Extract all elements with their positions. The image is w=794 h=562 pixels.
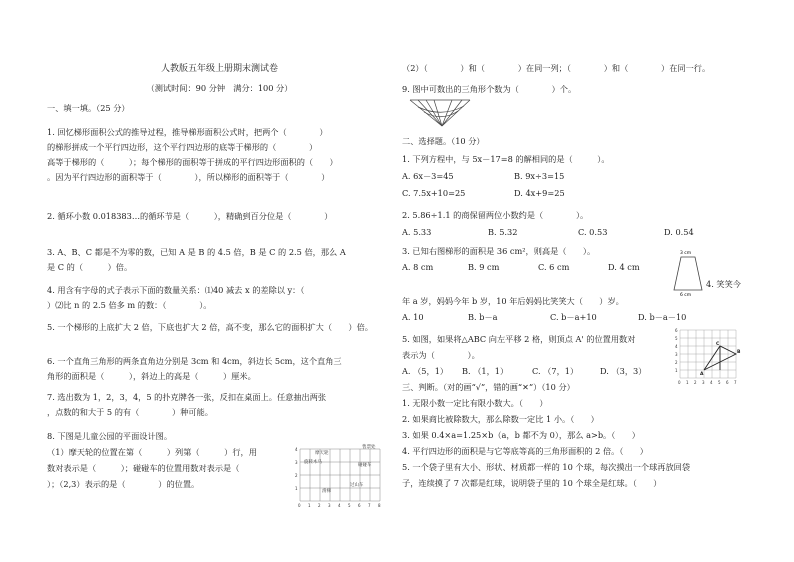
c5-line2: 表示为（ ）。	[402, 350, 480, 360]
grid-ytick: 4	[675, 344, 678, 349]
park-xtick: 6	[358, 503, 361, 508]
c3-opt-b: B. 9 cm	[468, 262, 500, 272]
q4-line2: ）⑵比 n 的 2.5 倍多 m 的数：（ ）。	[47, 300, 212, 310]
q1-line2: 的梯形拼成一个平行四边形，这个平行四边形的底等于梯形的（ ）	[47, 142, 318, 152]
trapezoid-figure	[668, 247, 708, 297]
c2-opt-c: C. 0.53	[578, 227, 608, 237]
j5-line2: 子，连续摸了 7 次都是红球，说明袋子里的 10 个球全是红球。（ ）	[402, 478, 662, 488]
c1-opt-b: B. 9x÷3=15	[514, 171, 565, 181]
q3-line1: 3. A、B、C 都是不为零的数，已知 A 是 B 的 4.5 倍，B 是 C 的 2.5 倍，那么 A	[47, 247, 346, 257]
c1-opt-d: D. 4x+9=25	[514, 188, 565, 198]
exam-subtitle: （测试时间：90 分钟 满分：100 分）	[146, 83, 293, 93]
grid-ytick: 3	[675, 352, 678, 357]
c5-line1: 5. 如图，如果将△ABC 向左平移 2 格，则顶点 A' 的位置用数对	[402, 334, 636, 344]
c3-opt-d: D. 4 cm	[608, 262, 640, 272]
q1-line3: 高等于梯形的（ ）；每个梯形的面积等于拼成的平行四边形面积的（ ）	[47, 157, 338, 167]
c2-opt-a: A. 5.33	[402, 227, 432, 237]
c4-opt-a: A. 10	[402, 312, 424, 322]
section-choice-heading: 二、选择题。（10 分）	[402, 136, 485, 146]
q6-line2: 角形的面积是（ ），斜边上的高是（ ）厘米。	[47, 371, 256, 381]
grid-ytick: 5	[675, 336, 678, 341]
c5-opt-b: B. （1，1）	[462, 366, 509, 376]
grid-xtick: 0	[678, 380, 681, 385]
q8b: （2）（ ）和（ ）在同一列；（ ）和（ ）在同一行。	[402, 63, 711, 73]
q8a-line3: ）；（2,3）表示的是（ ）的位置。	[47, 479, 200, 489]
q8: 8. 下图是儿童公园的平面设计图。	[47, 431, 173, 441]
c5-opt-d: D. （3，3）	[600, 366, 647, 376]
q3-line2: 是 C 的（ ）倍。	[47, 262, 133, 272]
park-label-bumper: 碰碰车	[358, 463, 372, 468]
j3: 3. 如果 0.4×a=1.25×b（a，b 都不为 0），那么 a>b。（ ）	[402, 430, 640, 440]
park-xtick: 3	[328, 503, 331, 508]
park-xtick: 1	[308, 503, 311, 508]
c4-opt-d: D. b－a－10	[638, 312, 687, 322]
q1-line1: 1. 回忆梯形面积公式的推导过程，推导梯形面积公式时，把两个（ ）	[47, 127, 328, 137]
grid-point-a: A	[700, 372, 704, 377]
grid-ytick: 1	[675, 368, 678, 373]
c2-opt-d: D. 0.54	[664, 227, 694, 237]
c5-opt-c: C. （7，1）	[532, 366, 579, 376]
c4-head: 4. 笑笑今	[706, 279, 741, 289]
c4-opt-b: B. b－a	[468, 312, 498, 322]
park-label-ticket: 售票处	[362, 445, 376, 450]
c4: 年 a 岁，妈妈今年 b 岁，10 年后妈妈比笑笑大（ ）岁。	[402, 296, 624, 306]
park-ytick: 3	[295, 460, 298, 465]
j2: 2. 如果商比被除数大，那么除数一定比 1 小。（ ）	[402, 414, 599, 424]
grid-xtick: 6	[726, 380, 729, 385]
grid-xtick: 1	[686, 380, 689, 385]
grid-xtick: 2	[694, 380, 697, 385]
q2: 2. 循环小数 0.018383…的循环节是（ ），精确到百分位是（ ）	[47, 211, 333, 221]
grid-ytick: 2	[675, 360, 678, 365]
grid-ytick: 6	[675, 328, 678, 333]
park-ytick: 4	[295, 447, 298, 452]
q9: 9. 图中可数出的三角形个数为（ ）个。	[402, 84, 577, 94]
park-label-slide: 滑梯	[322, 489, 331, 494]
c4-opt-c: C. b－a+10	[550, 312, 597, 322]
park-ytick: 1	[295, 486, 298, 491]
c1: 1. 下列方程中，与 5x－17=8 的解相同的是（ ）。	[402, 154, 610, 164]
c1-opt-c: C. 7.5x+10=25	[402, 188, 466, 198]
grid-xtick: 4	[710, 380, 713, 385]
section-fill-heading: 一、填一填。（25 分）	[47, 103, 130, 113]
c5-opt-a: A. （5，1）	[402, 366, 449, 376]
park-xtick: 0	[298, 503, 301, 508]
q8a-line1: （1）摩天轮的位置在第（ ）列第（ ）行，用	[47, 447, 257, 457]
triangle-count-figure	[408, 96, 472, 130]
q1-line4: 。因为平行四边形的面积等于（ ），所以梯形的面积等于（ ）	[47, 172, 330, 182]
park-xtick: 4	[338, 503, 341, 508]
j5-line1: 5. 一个袋子里有大小、形状、材质都一样的 10 个球，每次摸出一个球再放回袋	[402, 462, 691, 472]
grid-point-b: B	[737, 350, 741, 355]
park-xtick: 2	[318, 503, 321, 508]
q6-line1: 6. 一个直角三角形的两条直角边分别是 3cm 和 4cm，斜边长 5cm，这个直角三	[47, 356, 342, 366]
q4-line1: 4. 用含有字母的式子表示下面的数量关系：⑴40 减去 x 的差除以 y：（	[47, 285, 321, 295]
c1-opt-a: A. 6x－3=45	[402, 171, 454, 181]
park-label-carousel: 旋转木马	[304, 460, 322, 465]
j1: 1. 无限小数一定比有限小数大。（ ）	[402, 398, 548, 408]
c3-opt-c: C. 6 cm	[538, 262, 570, 272]
trap-bottom-label: 6 cm	[680, 293, 692, 297]
trap-top-label: 3 cm	[680, 251, 692, 256]
c3: 3. 已知右图梯形的面积是 36 cm²，则高是（ ）。	[402, 246, 596, 256]
park-ytick: 2	[295, 473, 298, 478]
coordinate-grid-figure	[674, 326, 746, 388]
exam-title: 人教版五年级上册期末测试卷	[160, 64, 278, 74]
q8a-line2: 数对表示是（ ）；碰碰车的位置用数对表示是（	[47, 463, 240, 473]
j4: 4. 平行四边形的面积是与它等底等高的三角形面积的 2 倍。（ ）	[402, 446, 648, 456]
q5: 5. 一个梯形的上底扩大 2 倍，下底也扩大 2 倍，高不变，那么它的面积扩大（ ）倍。	[47, 322, 373, 332]
park-xtick: 5	[348, 503, 351, 508]
section-judge-heading: 三、判断。（对的画“√”，错的画“✕”）（10 分）	[402, 382, 575, 392]
c2: 2. 5.86÷1.1 的商保留两位小数约是（ ）。	[402, 210, 589, 220]
park-grid-figure	[290, 443, 390, 513]
c3-opt-a: A. 8 cm	[402, 262, 434, 272]
q7-line2: ，点数的和大于 5 的有（ ）种可能。	[47, 407, 213, 417]
park-label-ferris: 摩天轮	[315, 451, 329, 456]
c2-opt-b: B. 5.32	[488, 227, 518, 237]
q7-line1: 7. 选出数为 1，2，3，4，5 的扑克牌各一张，反扣在桌面上。任意抽出两张	[47, 392, 327, 402]
grid-point-c: C	[716, 342, 720, 347]
park-label-coaster: 过山车	[350, 483, 364, 488]
grid-xtick: 3	[702, 380, 705, 385]
park-xtick: 8	[378, 503, 381, 508]
park-xtick: 7	[368, 503, 371, 508]
grid-xtick: 7	[734, 380, 737, 385]
grid-xtick: 5	[718, 380, 721, 385]
